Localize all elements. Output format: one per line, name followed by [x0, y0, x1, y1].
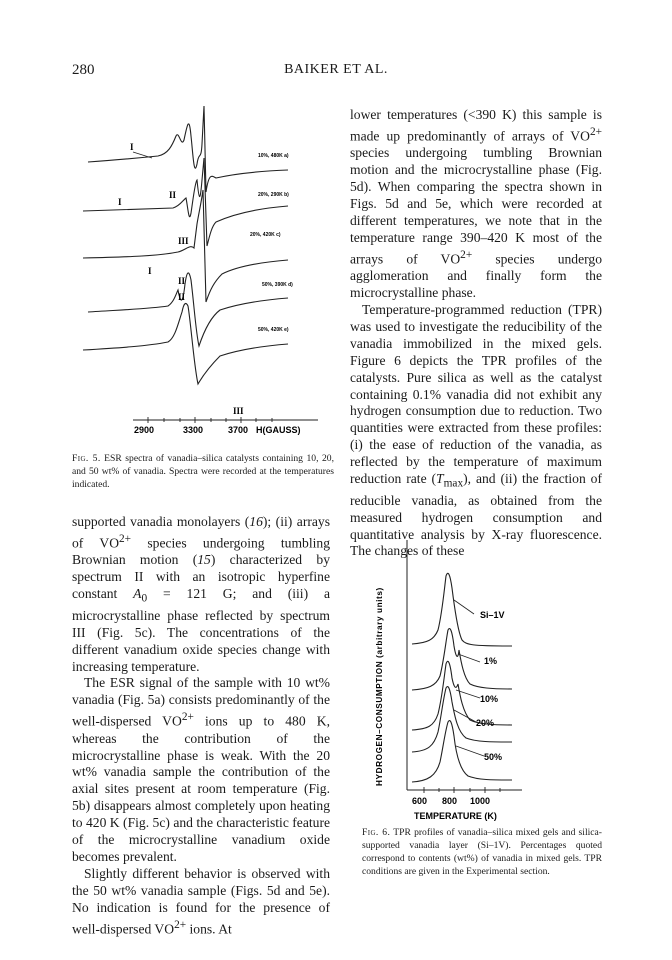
- tpr-label-50pct: 50%: [484, 752, 503, 762]
- x-tick-600: 600: [412, 796, 428, 806]
- paragraph: supported vanadia monolayers (16); (ii) arrays of $VO^{2+}$ species undergoing tumbling Brownian motion (15) characterized by spectrum II with an isotropic hyperfine constant $A_0 = 121$ G; and (iii) a microcrystalline phase reflected by spectrum III (Fig. 5c). The concentrations of the different vanadium oxide species change with increasing temperature.: [72, 514, 331, 674]
- spectrum-c: [83, 190, 288, 302]
- page-number: 280: [72, 62, 95, 78]
- marker-i-b: I: [118, 197, 122, 207]
- paragraph: Slightly different behavior is observed with the 50 wt% vanadia sample (Figs. 5d and 5e). No indication is found for the presence of well-dispersed $VO^{2+}$ ions. At: [72, 865, 330, 937]
- figure-6-caption: Fig. 6. TPR profiles of vanadia–silica mixed gels and silica-supported vanadia layer (Si–1V). Percentages quoted correspond to contents (wt%) of vanadia in mixed gels. TPR conditions are given in the Experimental section.: [362, 827, 602, 877]
- figure-6-tpr-profiles: [352, 532, 602, 824]
- spectrum-label-b: 20%, 290K b): [258, 192, 289, 198]
- x-tick-2900: 2900: [134, 425, 155, 435]
- x-axis-label: TEMPERATURE (K): [414, 811, 497, 821]
- x-axis-unit: H(GAUSS): [256, 425, 301, 435]
- tpr-label-10pct: 10%: [480, 694, 499, 704]
- figure-5-caption: Fig. 5. ESR spectra of vanadia–silica catalysts containing 10, 20, and 50 wt% of vanadia. Spectra were recorded at the temperatures indicated.: [72, 453, 334, 490]
- marker-ii-e: II: [178, 292, 186, 302]
- x-tick-3300: 3300: [183, 425, 204, 435]
- tpr-label-si-1v: Si–1V: [480, 610, 505, 620]
- marker-i-a: I: [130, 142, 134, 152]
- paragraph: lower temperatures (<390 K) this sample is made up predominantly of arrays of $VO^{2+}$ species undergoing tumbling Brownian motion and the microcrystalline phase (Fig. 5d). When comparing the spectra shown in Figs. 5d and 5e, which were recorded at different temperatures, we note that in the temperature range 390–420 K most of the arrays of $VO^{2+}$ species undergo agglomeration and finally form the microcrystalline phase.: [350, 107, 602, 301]
- marker-i-d: I: [148, 266, 152, 276]
- paragraph: Temperature-programmed reduction (TPR) was used to investigate the reducibility of the vanadia immobilized in the mixed gels. Figure 6 depicts the TPR profiles of the catalysts. Pure silica as well as the catalyst containing 0.1% vanadia did not exhibit any hydrogen consumption due to reduction. Two quantities were extracted from these profiles: (i) the ease of reduction of the vanadia, as reflected by the temperature of maximum reduction rate $(T_{max})$, and (ii) the fraction of reducible vanadia, as obtained from the measured hydrogen consumption and quantitative analysis by X-ray fluorescence. The changes of these: [350, 302, 602, 559]
- tpr-label-1pct: 1%: [484, 656, 498, 666]
- spectrum-a: [88, 106, 288, 192]
- marker-iii-c: III: [178, 236, 189, 246]
- x-tick-800: 800: [442, 796, 458, 806]
- left-column: [72, 514, 330, 938]
- spectrum-label-c: 20%, 420K c): [250, 232, 281, 238]
- x-tick-1000: 1000: [470, 796, 491, 806]
- figure-5-caption-label: Fig. 5.: [72, 453, 101, 464]
- spectrum-label-d: 50%, 390K d): [262, 282, 293, 288]
- running-head: BAIKER ET AL.: [284, 62, 388, 77]
- spectrum-label-a: 10%, 480K a): [258, 153, 289, 159]
- spectrum-label-e: 50%, 420K e): [258, 327, 289, 333]
- y-axis-label: HYDROGEN–CONSUMPTION (arbitrary units): [375, 587, 384, 786]
- tpr-label-20pct: 20%: [476, 718, 495, 728]
- marker-iii-axis: III: [233, 406, 244, 416]
- figure-5-esr-spectra: [78, 84, 340, 444]
- paragraph: The ESR signal of the sample with 10 wt% vanadia (Fig. 5a) consists predominantly of the well-dispersed $VO^{2+}$ ions up to 480 K, whereas the contribution of the microcrystalline phase is weak. With the 20 wt% vanadia sample the contribution of the axial sites present at room temperature (Fig. 5b) disappears almost completely upon heating to 420 K (Fig. 5c) and the characteristic feature of the microcrystalline vanadium oxide becomes prevalent.: [72, 675, 330, 864]
- figure-6-caption-label: Fig. 6.: [362, 827, 391, 838]
- x-tick-3700: 3700: [228, 425, 249, 435]
- spectrum-e: [83, 304, 288, 384]
- marker-ii-b: II: [169, 190, 177, 200]
- marker-ii-d: II: [178, 276, 186, 286]
- right-column: [350, 107, 602, 560]
